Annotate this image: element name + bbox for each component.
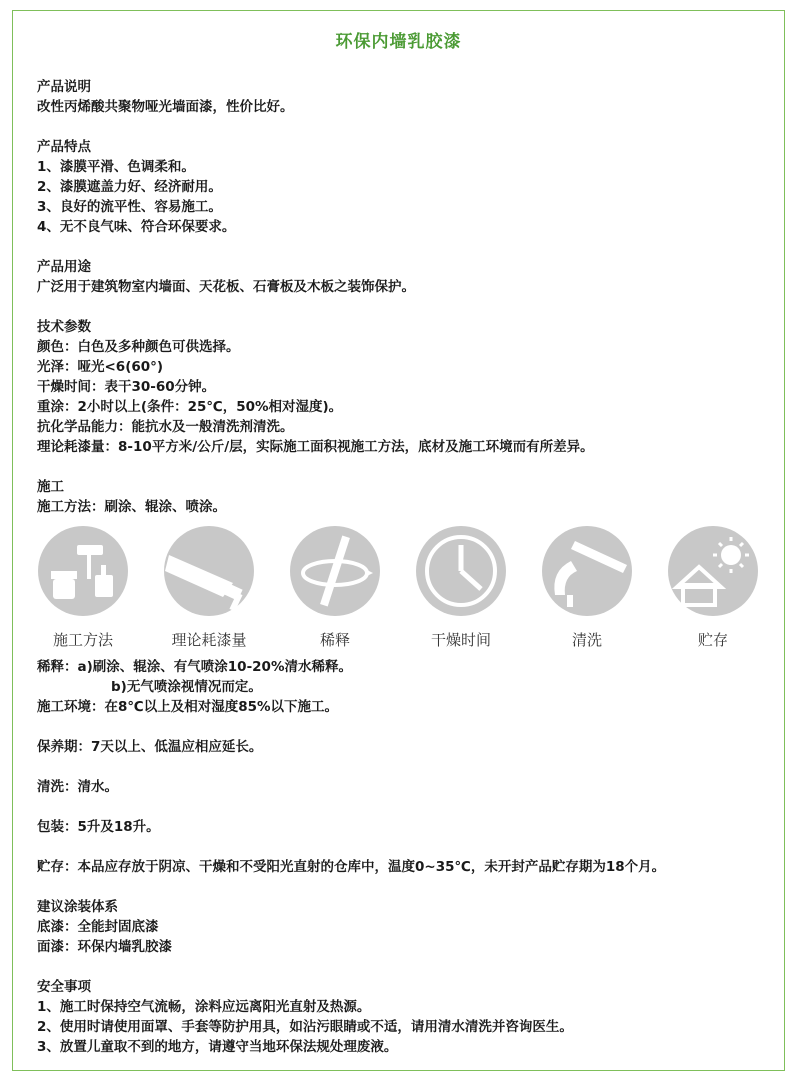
section-heading-usage: 产品用途 [37,259,91,275]
curing-text: 保养期：7天以上、低温应相应延长。 [37,739,263,755]
tech-item: 颜色：白色及多种颜色可供选择。 [37,339,240,355]
clock-icon [415,525,507,617]
environment-text: 施工环境：在8℃以上及相对湿度85%以下施工。 [37,699,339,715]
storage-sun-icon [667,525,759,617]
document-page [12,10,785,1071]
safety-item: 3、放置儿童取不到的地方，请遵守当地环保法规处理废液。 [37,1039,398,1055]
icon-cell [527,519,647,659]
feature-item: 4、无不良气味、符合环保要求。 [37,219,236,235]
tech-item: 光泽：哑光<6(60°) [37,359,164,375]
tech-item: 干燥时间：表干30-60分钟。 [37,379,216,395]
usage-text: 广泛用于建筑物室内墙面、天花板、石膏板及木板之装饰保护。 [37,279,415,295]
feature-item: 2、漆膜遮盖力好、经济耐用。 [37,179,222,195]
icon-label: 清洗 [571,632,602,649]
icon-label: 施工方法 [52,632,113,649]
feature-item: 3、良好的流平性、容易施工。 [37,199,222,215]
icon-cell [275,519,395,659]
icon-label: 干燥时间 [430,632,491,649]
cleaning-text: 清洗：清水。 [37,779,118,795]
page-title: 环保内墙乳胶漆 [335,32,462,52]
icon-cell [653,519,773,659]
brush-coverage-icon [163,525,255,617]
system-item: 面漆：环保内墙乳胶漆 [37,939,172,955]
application-method: 施工方法：刷涂、辊涂、喷涂。 [37,499,226,515]
paint-tools-icon [37,525,129,617]
description-text: 改性丙烯酸共聚物哑光墙面漆，性价比好。 [37,99,294,115]
tech-item: 理论耗漆量：8-10平方米/公斤/层，实际施工面积视施工方法，底材及施工环境而有所差异。 [37,439,594,455]
icon-label: 贮存 [697,632,728,649]
icon-cell [149,519,269,659]
packaging-text: 包装：5升及18升。 [37,819,160,835]
storage-text: 贮存：本品应存放于阴凉、干燥和不受阳光直射的仓库中，温度0~35℃，未开封产品贮存期为18个月。 [37,859,666,875]
safety-item: 2、使用时请使用面罩、手套等防护用具，如沾污眼睛或不适，请用清水清洗并咨询医生。 [37,1019,573,1035]
feature-item: 1、漆膜平滑、色调柔和。 [37,159,195,175]
section-heading-safety: 安全事项 [37,979,91,995]
section-heading-technical: 技术参数 [37,319,91,335]
icon-cell [23,519,143,659]
icon-label: 稀释 [319,632,350,649]
section-heading-system: 建议涂装体系 [37,899,118,915]
section-heading-features: 产品特点 [37,139,91,155]
icon-row [23,519,775,659]
tech-item: 抗化学品能力：能抗水及一般清洗剂清洗。 [37,419,294,435]
icon-cell [401,519,521,659]
tech-item: 重涂：2小时以上(条件：25℃，50%相对湿度)。 [37,399,343,415]
dilute-stir-icon [289,525,381,617]
section-heading-description: 产品说明 [37,79,91,95]
system-item: 底漆：全能封固底漆 [37,919,159,935]
dilution-text: 稀释：a)刷涂、辊涂、有气喷涂10-20%清水稀释。 [37,659,352,675]
dilution-text: b)无气喷涂视情况而定。 [111,679,262,695]
faucet-icon [541,525,633,617]
icon-label: 理论耗漆量 [171,632,247,649]
safety-item: 1、施工时保持空气流畅，涂料应远离阳光直射及热源。 [37,999,371,1015]
section-heading-application: 施工 [37,479,64,495]
